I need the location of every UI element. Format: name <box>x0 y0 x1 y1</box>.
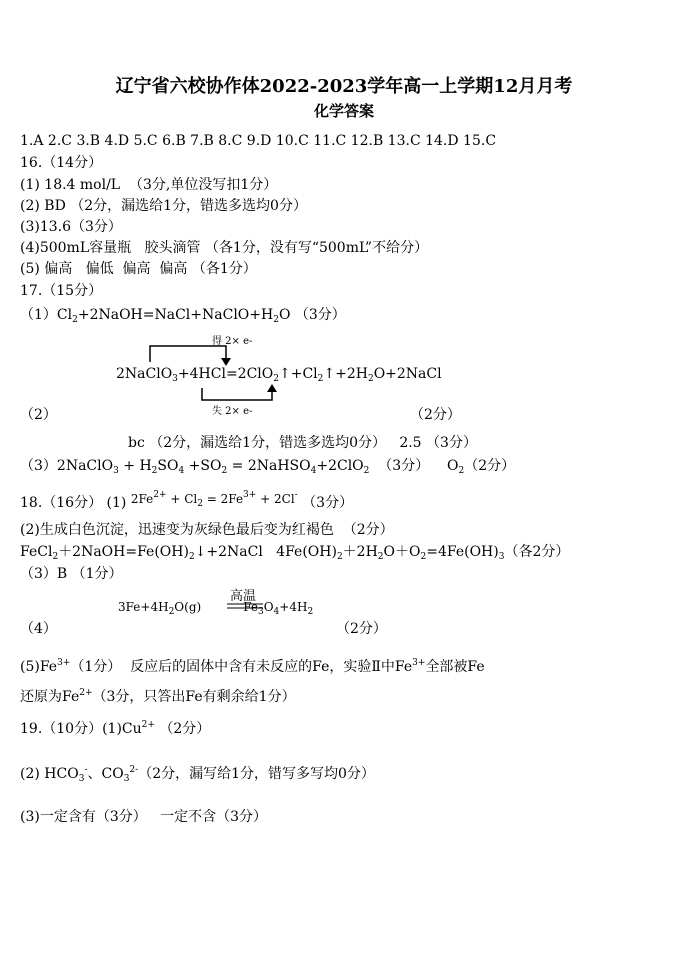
q19-line-3: (3)一定含有（3分） 一定不含（3分） <box>20 809 267 825</box>
q18-equation-1: $2Fe^{2+} + Cl_2 = 2Fe^{3+} + 2Cl^-$ <box>130 490 298 509</box>
q18-line-1: 18.（16分） (1) $2Fe^{2+} + Cl_2 = 2Fe^{3+} + 2Cl^-$ （3分） <box>20 490 354 511</box>
q17-line-2-score: （2分） <box>410 407 461 423</box>
q18-line-5-score: （2分） <box>336 621 387 637</box>
q16-line-2: (2) BD （2分，漏选给1分，错选多选均0分） <box>20 198 307 214</box>
q17-line-3: bc （2分，漏选给1分，错选多选均0分） 2.5 （3分） <box>128 435 477 451</box>
electron-gain-label: 得 2× e- <box>212 336 253 347</box>
q17-line-4: （3）2NaClO$_3$ + $H_2SO_4 +SO_2$ = 2NaHSO$_4$+2ClO$_2$ （3分） $O_2(2$分） <box>20 458 516 476</box>
q19-line-2: (2) $HCO_3^-$、$CO_3^{2-}(2$分，漏写给1分，错写多写均0分） <box>20 765 375 784</box>
q17-line-1: $(1)Cl_2+2NaOH=NaCl+NaClO+H_2O$ （3分） <box>20 307 346 325</box>
q17-line-2-label: （2） <box>20 407 57 423</box>
q16-line-5: (5) 偏高 偏低 偏高 偏高 （各1分） <box>20 261 257 277</box>
q18-line-4: （3）B （1分） <box>20 566 123 582</box>
reaction-condition: 高温 <box>230 589 257 604</box>
electron-loss-label: 失 2× e- <box>212 406 253 417</box>
q18-line-5-label: （4） <box>20 621 57 637</box>
q18-line-2: (2)生成白色沉淀，迅速变为灰绿色最后变为红褐色 （2分） <box>20 522 394 538</box>
page-title: 辽宁省六校协作体2022-2023学年高一上学期12月月考 <box>115 76 573 97</box>
q18-line-3: $FeCl_2+2NaOH=Fe(OH)_2↓+2NaCl$ $4Fe(OH)_2+2H_2O+O_2=4Fe(OH)_3$（各2分） <box>20 544 570 562</box>
q19-line-1: 19.（10分）$(1)Cu^{2+}$ （2分） <box>20 720 211 737</box>
q18-line-7: 还原为$Fe^{2+}(3$分，只答出Fe有剩余给1分） <box>20 688 296 705</box>
q17-heading: 17.（15分） <box>20 283 103 299</box>
q16-line-3: (3)13.6（3分） <box>20 219 122 235</box>
redox-equation: $2NaClO_3+4HCl=2ClO_2↑+Cl_2↑+2H_2O+2NaCl$ <box>116 366 442 384</box>
q16-line-4: (4)500mL容量瓶 胶头滴管 （各1分，没有写“500mL”不给分） <box>20 240 429 256</box>
page-subtitle: 化学答案 <box>313 102 374 120</box>
electron-transfer-equation <box>114 332 442 417</box>
q16-line-1: (1) 18.4 mol/L （3分,单位没写扣1分） <box>20 177 278 193</box>
multiple-choice-answers: 1.A 2.C 3.B 4.D 5.C 6.B 7.B 8.C 9.D 10.C 11.C 12.B 13.C 14.D 15.C <box>20 133 497 149</box>
q18-equation-4: $3Fe+4H_2O(g)$ $Fe_3O_4+4H_2$ <box>118 600 314 617</box>
q18-line-6: $(5)Fe^{3+}(1$分） 反应后的固体中含有未反应的Fe，实验Ⅱ中$Fe^{3+}$全部被Fe <box>20 658 485 675</box>
q16-heading: 16.（14分） <box>20 155 103 171</box>
